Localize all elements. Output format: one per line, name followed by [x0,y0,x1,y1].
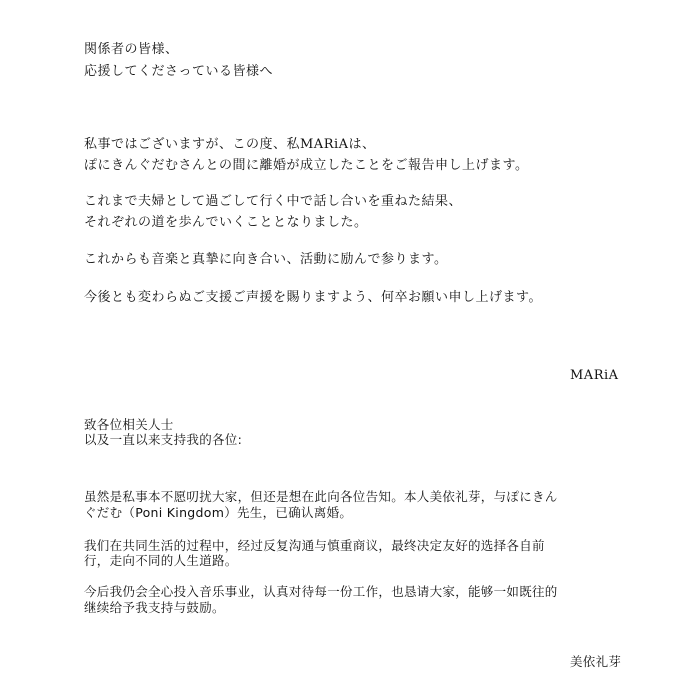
jp-greeting-line-1: 関係者の皆様、 [84,42,179,57]
cn-paragraph-2-line-1: 我们在共同生活的过程中，经过反复沟通与慎重商议，最终决定友好的选择各自前 [84,538,545,553]
cn-paragraph-1-line-2: ぐだむ（Poni Kingdom）先生，已确认离婚。 [84,505,353,520]
jp-paragraph-1-line-1: 私事ではございますが、この度、私MARiAは、 [84,137,376,152]
cn-paragraph-3-line-1: 今后我仍会全心投入音乐事业，认真对待每一份工作，也恳请大家，能够一如既往的 [84,584,558,599]
cn-signature: 美依礼芽 [570,654,622,669]
jp-signature: MARiA [570,368,619,383]
jp-paragraph-4-line-1: 今後とも変わらぬご支援ご声援を賜りますよう、何卒お願い申し上げます。 [84,290,542,305]
jp-paragraph-3-line-1: これからも音楽と真摯に向き合い、活動に励んで参ります。 [84,252,448,267]
jp-greeting-line-2: 応援してくださっている皆様へ [84,64,274,79]
jp-paragraph-2-line-2: それぞれの道を歩んでいくこととなりました。 [84,215,368,230]
cn-paragraph-3-line-2: 继续给予我支持与鼓励。 [84,600,225,615]
jp-paragraph-1-line-2: ぽにきんぐだむさんとの間に離婚が成立したことをご報告申し上げます。 [84,158,529,173]
cn-paragraph-1-line-1: 虽然是私事本不愿叨扰大家，但还是想在此向各位告知。本人美依礼芽，与ぽにきん [84,489,558,504]
jp-paragraph-2-line-1: これまで夫婦として過ごして行く中で話し合いを重ねた結果、 [84,194,463,209]
cn-paragraph-2-line-2: 行，走向不同的人生道路。 [84,553,238,568]
cn-greeting-line-1: 致各位相关人士 [84,417,174,432]
cn-greeting-line-2: 以及一直以来支持我的各位: [84,432,243,447]
